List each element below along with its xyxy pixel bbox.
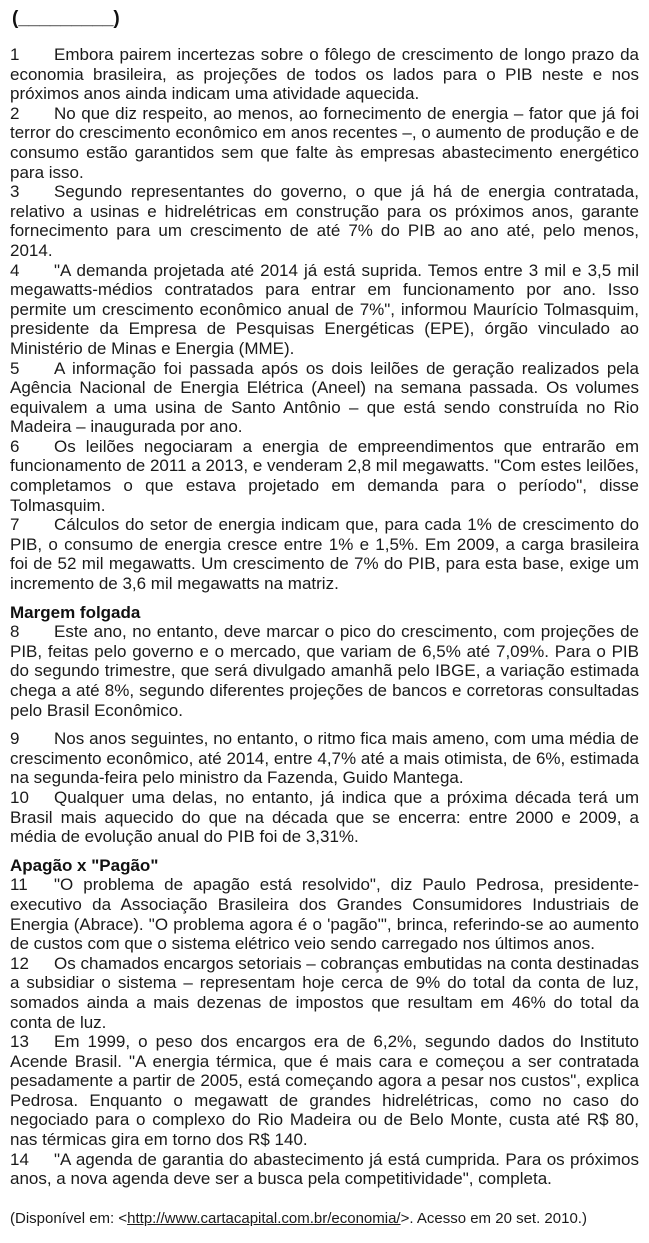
paragraph-text: "A agenda de garantia do abastecimento já está cumprida. Para os próximos anos, a nova agenda deve ser a busca pela competitividade", completa. (10, 1149, 639, 1189)
paragraph-10 (10, 788, 639, 847)
source-citation (10, 1210, 639, 1228)
paragraph-11 (10, 875, 639, 953)
paragraph-text: Os leilões negociaram a energia de empreendimentos que entrarão em funcionamento de 2011 a 2013, e venderam 2,8 mil megawatts. "Com estes leilões, completamos o que estava projetado em demanda para o período", disse Tolmasquim. (10, 436, 639, 515)
paragraph-7 (10, 515, 639, 593)
section-heading-apagao-x-pagao: Apagão x "Pagão" (10, 855, 159, 875)
section-heading-margem-folgada: Margem folgada (10, 602, 141, 622)
paragraph-9 (10, 729, 639, 788)
paragraph-number: 8 (10, 622, 20, 642)
paragraph-6 (10, 437, 639, 515)
paragraph-text: Este ano, no entanto, deve marcar o pico do crescimento, com projeções de PIB, feitas pelo governo e o mercado, que variam de 6,5% até 7,09%. Para o PIB do segundo trimestre, que será divulgado amanhã pelo IBGE, a variação estimada chega a até 8%, segundo diferentes projeções de bancos e corretoras consultadas pelo Brasil Econômico. (10, 622, 639, 720)
paragraph-4 (10, 261, 639, 359)
paragraph-number: 10 (10, 787, 29, 807)
paragraph-text: A informação foi passada após os dois leilões de geração realizados pela Agência Nacional de Energia Elétrica (Aneel) na semana passada. Os volumes equivalem a uma usina de Santo Antônio – que está sendo construída no Rio Madeira – inaugurada por ano. (10, 358, 639, 437)
paragraph-text: Segundo representantes do governo, o que já há de energia contratada, relativo a usinas e hidrelétricas em construção para os próximos anos, garante fornecimento para um crescimento de até 7% do PIB ao ano até, pelo menos, 2014. (10, 182, 639, 260)
paragraph-text: Cálculos do setor de energia indicam que, para cada 1% de crescimento do PIB, o consumo de energia cresce entre 1% e 1,5%. Em 2009, a carga brasileira foi de 52 mil megawatts. Um crescimento de 7% do PIB, para esta base, exige um incremento de 3,6 mil megawatts na matriz. (10, 515, 639, 594)
paragraph-text: "O problema de apagão está resolvido", diz Paulo Pedrosa, presidente-executivo da Associação Brasileira dos Grandes Consumidores Industriais de Energia (Abrace). "O problema agora é o 'pagão'", brinca, referindo-se ao aumento de custos com que o sistema elétrico veio sendo carregado nos últimos anos. (10, 875, 639, 954)
paragraph-number: 7 (10, 515, 20, 535)
source-suffix: >. Acesso em 20 set. 2010.) (400, 1209, 587, 1227)
paragraph-number: 5 (10, 358, 20, 378)
paragraph-number: 11 (10, 875, 28, 895)
source-url-link[interactable]: http://www.cartacapital.com.br/economia/ (127, 1209, 401, 1227)
paragraph-8 (10, 622, 639, 720)
paragraph-text: Embora pairem incertezas sobre o fôlego de crescimento de longo prazo da economia brasileira, as projeções de todos os lados para o PIB neste e nos próximos anos ainda indicam uma atividade aquecida. (10, 45, 639, 104)
paragraph-12 (10, 954, 639, 1032)
paragraph-1 (10, 45, 639, 104)
paragraph-2 (10, 104, 639, 182)
paragraph-text: Qualquer uma delas, no entanto, já indica que a próxima década terá um Brasil mais aquecido do que na década que se encerra: entre 2000 e 2009, a média de evolução anual do PIB foi de 3,31%. (10, 787, 639, 847)
paragraph-number: 12 (10, 953, 29, 973)
paragraph-text: Os chamados encargos setoriais – cobranças embutidas na conta destinadas a subsidiar o sistema – representam hoje cerca de 9% do total da conta de luz, somados ainda a mais dezenas de impostos que resultam em 46% do total da conta de luz. (10, 953, 639, 1032)
paragraph-number: 6 (10, 436, 20, 456)
paragraph-number: 1 (10, 45, 20, 64)
source-prefix: (Disponível em: < (10, 1209, 128, 1227)
paragraph-number: 4 (10, 260, 20, 280)
paragraph-number: 9 (10, 729, 20, 749)
paragraph-text: Em 1999, o peso dos encargos era de 6,2%, segundo dados do Instituto Acende Brasil. "A energia térmica, que é mais cara e começou a ser contratada pesadamente a partir de 2005, está começando agora a pesar nos custos", explica Pedrosa. Enquanto o megawatt de grandes hidrelétricas, como no caso do negociado para o complexo do Rio Madeira ou de Belo Monte, custa até R$ 80, nas térmicas gira em torno dos R$ 140. (10, 1032, 639, 1150)
paragraph-13 (10, 1032, 639, 1150)
paragraph-14 (10, 1150, 639, 1189)
paragraph-text: "A demanda projetada até 2014 já está suprida. Temos entre 3 mil e 3,5 mil megawatts-médios contratados para entrar em funcionamento por ano. Isso permite um crescimento econômico anual de 7%", informou Maurício Tolmasquim, presidente da Empresa de Pesquisas Energéticas (EPE), órgão vinculado ao Ministério de Minas e Energia (MME). (10, 260, 639, 358)
paragraph-number: 2 (10, 103, 20, 123)
paragraph-number: 14 (10, 1149, 29, 1169)
paragraph-5 (10, 359, 639, 437)
paragraph-number: 3 (10, 182, 20, 202)
title-blank-placeholder: (_________) (12, 8, 120, 29)
paragraph-3 (10, 182, 639, 260)
paragraph-text: No que diz respeito, ao menos, ao fornecimento de energia – fator que já foi terror do crescimento econômico em anos recentes –, o aumento de produção e de consumo estão garantidos sem que falte às empresas abastecimento energético para isso. (10, 103, 639, 182)
paragraph-text: Nos anos seguintes, no entanto, o ritmo fica mais ameno, com uma média de crescimento econômico, até 2014, entre 4,7% até a mais otimista, de 6%, estimada na segunda-feira pelo ministro da Fazenda, Guido Mantega. (10, 729, 639, 788)
paragraph-number: 13 (10, 1032, 29, 1052)
